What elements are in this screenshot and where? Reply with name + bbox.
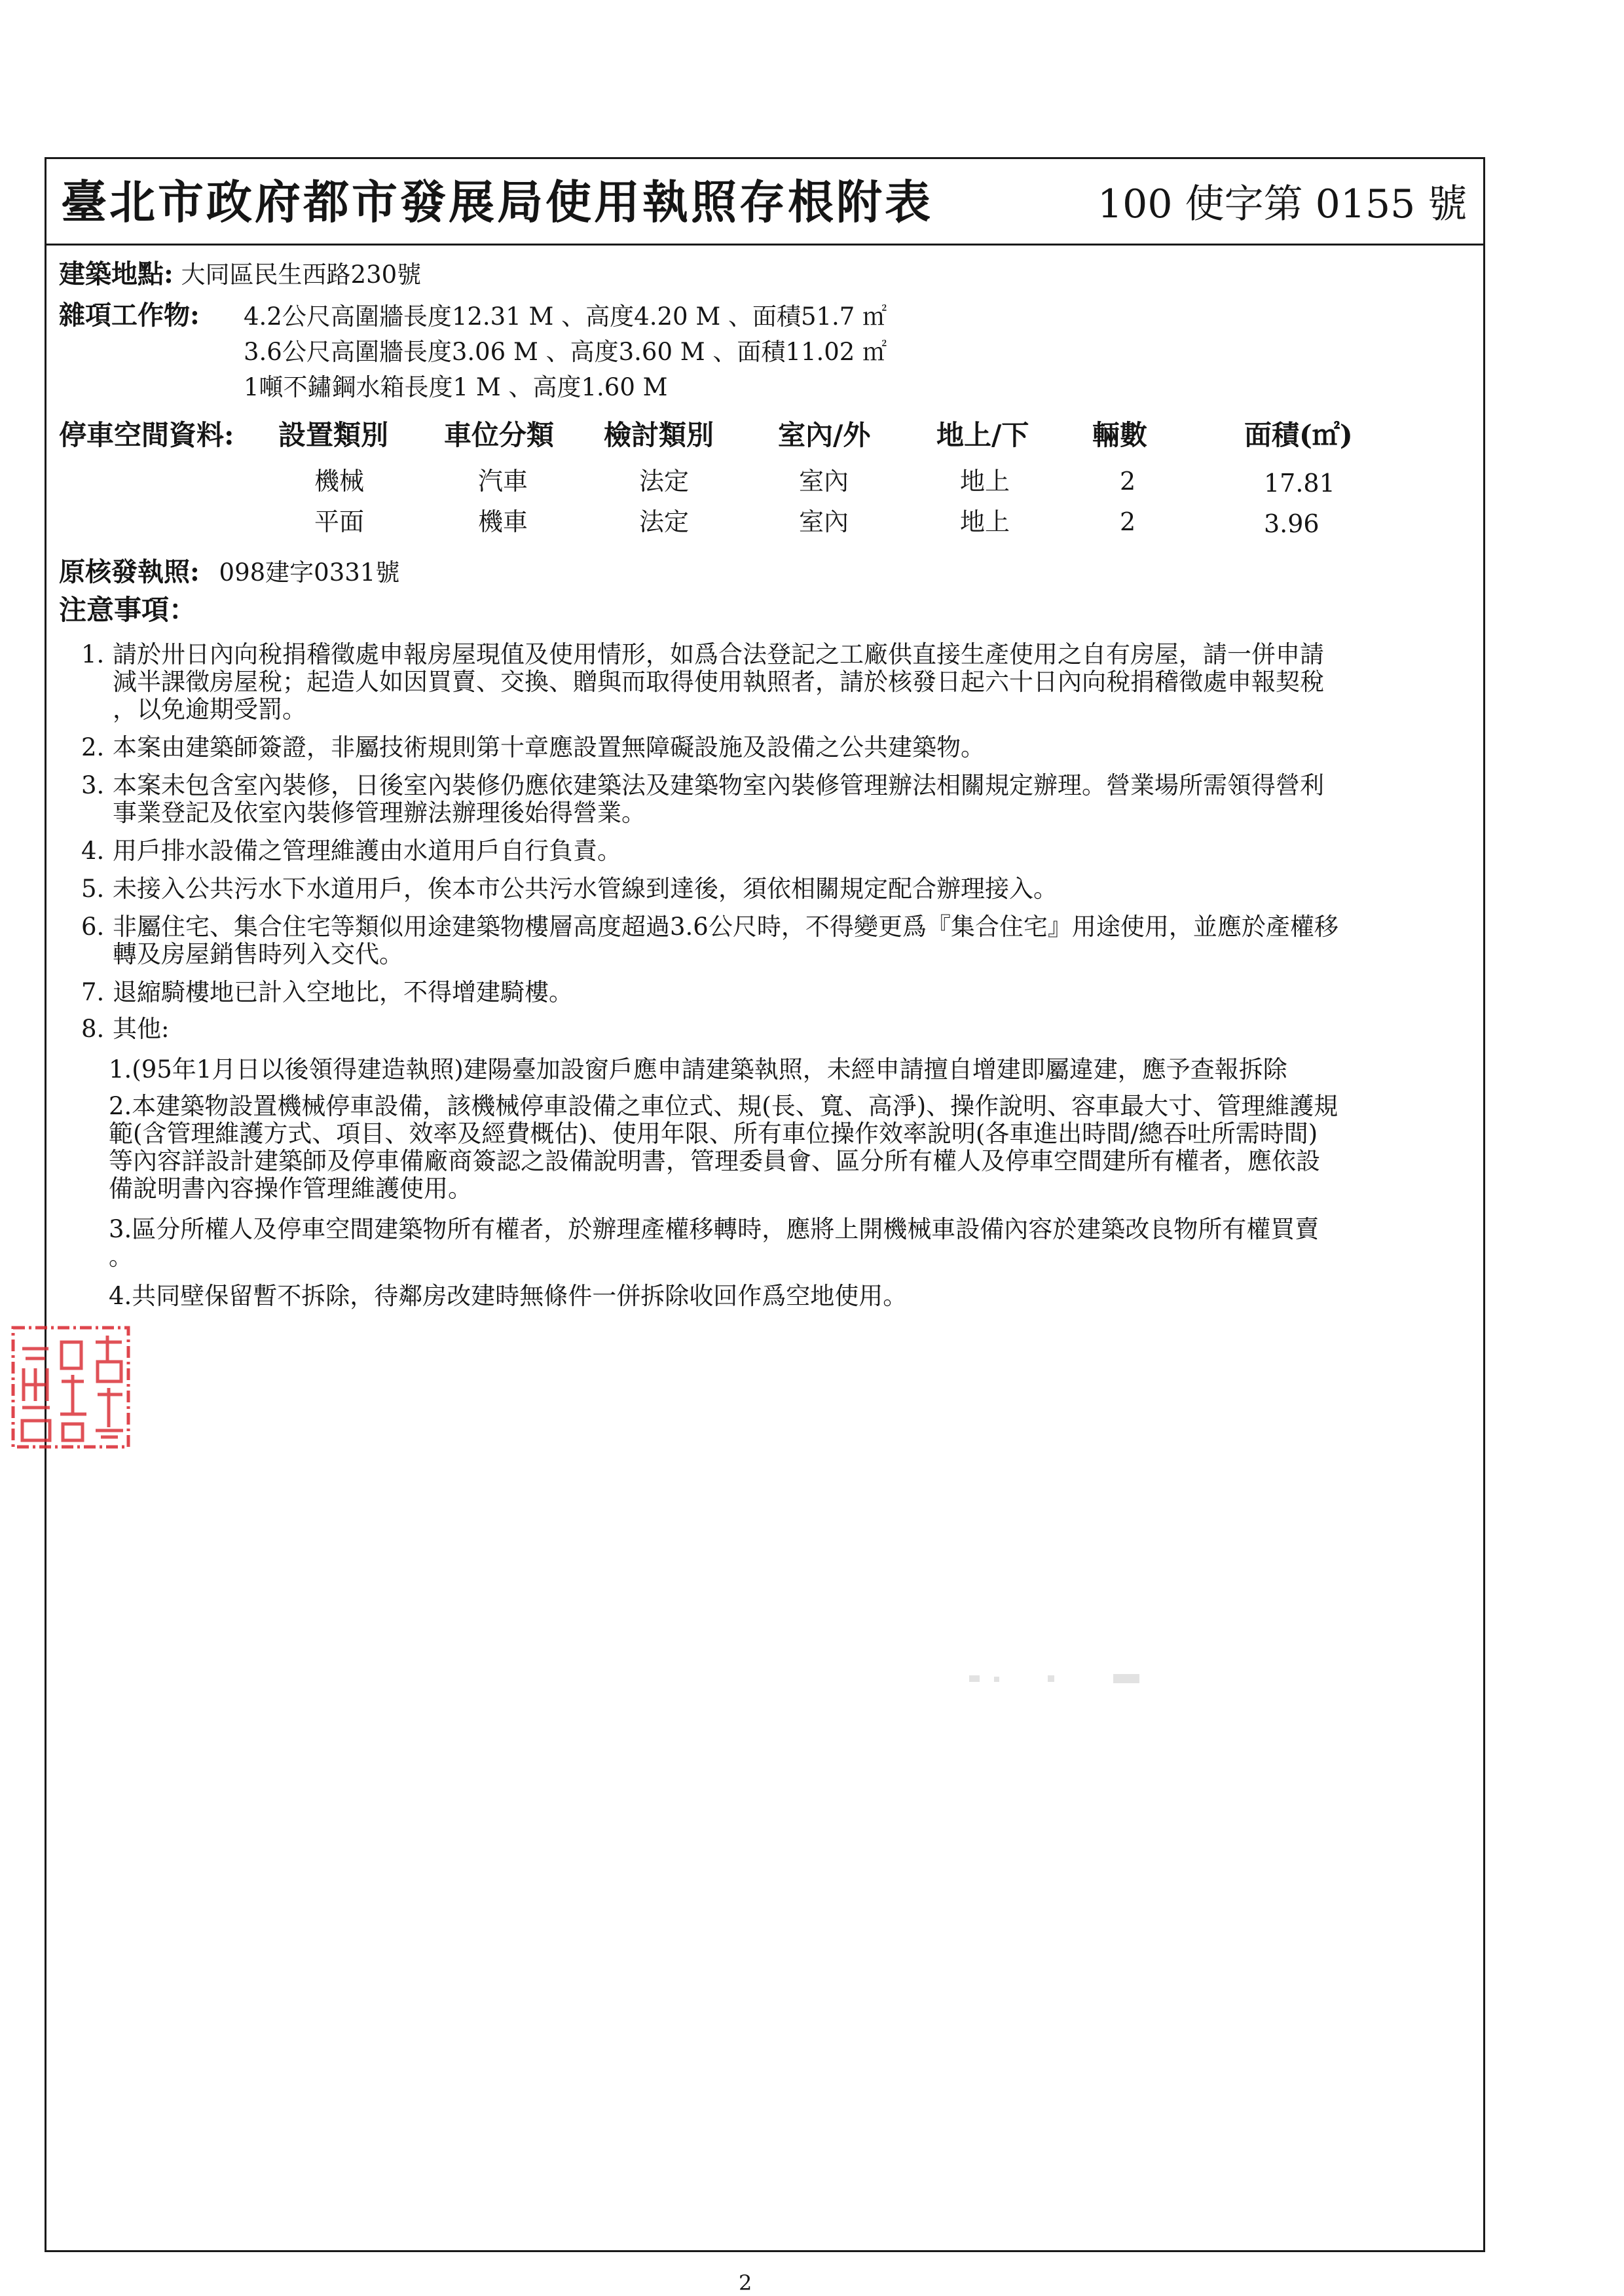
note-line: 本案未包含室內裝修，日後室內裝修仍應依建築法及建築物室內裝修管理辦法相關規定辦理。營業場所需領得營利 xyxy=(113,771,1324,799)
parking-cell: 3.96 xyxy=(1264,509,1320,538)
parking-cell: 法定 xyxy=(639,467,690,496)
note-line: 用戶排水設備之管理維護由水道用戶自行負責。 xyxy=(113,837,621,865)
note-number: 2. xyxy=(81,733,105,761)
note-line: 非屬住宅、集合住宅等類似用途建築物樓層高度超過3.6公尺時，不得變更爲『集合住宅』用途使用，並應於產權移 xyxy=(113,913,1338,941)
parking-cell: 17.81 xyxy=(1264,469,1335,498)
parking-cell: 室內 xyxy=(799,467,849,496)
parking-cell: 2 xyxy=(1120,467,1136,496)
official-seal-stamp xyxy=(9,1322,134,1453)
other-item-line: 備說明書內容操作管理維護使用。 xyxy=(109,1175,472,1203)
note-line: 事業登記及依室內裝修管理辦法辦理後始得營業。 xyxy=(113,799,646,827)
note-line: 轉及房屋銷售時列入交代。 xyxy=(113,940,403,968)
original-value: 098建字0331號 xyxy=(219,558,400,587)
works-line: 3.6公尺高圍牆長度3.06 M 、高度3.60 M 、面積11.02 ㎡ xyxy=(244,338,887,366)
parking-cell: 法定 xyxy=(639,507,690,536)
note-number: 7. xyxy=(81,978,105,1006)
parking-header: 室內/外 xyxy=(778,419,871,451)
note-number: 3. xyxy=(81,771,105,799)
page-number: 2 xyxy=(739,2270,752,2295)
note-line: 請於卅日內向稅捐稽徵處申報房屋現值及使用情形，如爲合法登記之工廠供直接生產使用之自有房屋，請一併申請 xyxy=(113,640,1324,668)
note-number: 1. xyxy=(81,640,105,668)
other-item-line: 。 xyxy=(109,1243,133,1271)
note-line: 其他: xyxy=(113,1015,170,1043)
parking-cell: 機車 xyxy=(478,507,528,536)
works-line: 1噸不鏽鋼水箱長度1 M 、高度1.60 M xyxy=(244,373,668,401)
parking-cell: 機械 xyxy=(314,467,365,496)
site-row xyxy=(59,259,421,291)
document-title: 臺北市政府都市發展局使用執照存根附表 xyxy=(61,175,933,229)
notes-label: 注意事項： xyxy=(59,594,197,626)
parking-cell: 室內 xyxy=(799,507,849,536)
site-label: 建築地點: xyxy=(59,259,174,289)
parking-cell: 平面 xyxy=(314,507,365,536)
parking-header: 地上/下 xyxy=(936,419,1029,451)
original-label: 原核發執照: xyxy=(59,556,200,587)
parking-cell: 2 xyxy=(1120,507,1136,536)
note-line: ，以免逾期受罰。 xyxy=(113,695,306,723)
parking-cell: 汽車 xyxy=(478,467,528,496)
note-number: 4. xyxy=(81,837,105,865)
site-value: 大同區民生西路230號 xyxy=(181,261,422,289)
note-line: 本案由建築師簽證，非屬技術規則第十章應設置無障礙設施及設備之公共建築物。 xyxy=(113,733,985,761)
other-item-line: 3.區分所權人及停車空間建築物所有權者，於辦理產權移轉時，應將上開機械車設備內容於建築改良物所有權買賣 xyxy=(109,1215,1320,1243)
parking-header: 車位分類 xyxy=(444,419,555,451)
parking-header: 輛數 xyxy=(1092,419,1148,451)
note-number: 5. xyxy=(81,875,105,903)
scan-smudge xyxy=(969,1673,1166,1686)
works-label: 雜項工作物: xyxy=(59,300,200,331)
parking-cell: 地上 xyxy=(960,467,1010,496)
other-item-line: 2.本建築物設置機械停車設備，該機械停車設備之車位式、規(長、寬、高淨)、操作說明、容車最大寸、管理維護規 xyxy=(109,1092,1338,1120)
parking-header: 檢討類別 xyxy=(604,419,714,451)
other-item-line: 1.(95年1月日以後領得建造執照)建陽臺加設窗戶應申請建築執照，未經申請擅自增建即屬違建，應予查報拆除 xyxy=(109,1055,1287,1084)
note-line: 減半課徵房屋稅；起造人如因買賣、交換、贈與而取得使用執照者，請於核發日起六十日內向稅捐稽徵處申報契稅 xyxy=(113,668,1324,696)
other-item-line: 4.共同壁保留暫不拆除，待鄰房改建時無條件一併拆除收回作爲空地使用。 xyxy=(109,1282,908,1310)
note-number: 8. xyxy=(81,1015,105,1043)
permit-number: 100 使字第 0155 號 xyxy=(1098,181,1467,227)
note-line: 退縮騎樓地已計入空地比，不得增建騎樓。 xyxy=(113,978,573,1006)
parking-header: 面積(㎡) xyxy=(1244,419,1353,451)
note-number: 6. xyxy=(81,913,105,941)
parking-cell: 地上 xyxy=(960,507,1010,536)
other-item-line: 範(含管理維護方式、項目、效率及經費概估)、使用年限、所有車位操作效率說明(各車進出時間/總吞吐所需時間) xyxy=(109,1120,1318,1148)
note-line: 未接入公共污水下水道用戶，俟本市公共污水管線到達後，須依相關規定配合辦理接入。 xyxy=(113,875,1058,903)
original-permit-row xyxy=(59,556,399,589)
works-line: 4.2公尺高圍牆長度12.31 M 、高度4.20 M 、面積51.7 ㎡ xyxy=(244,302,887,331)
parking-label: 停車空間資料: xyxy=(59,419,234,451)
other-item-line: 等內容詳設計建築師及停車備廠商簽認之設備說明書，管理委員會、區分所有權人及停車空間建所有權者，應依設 xyxy=(109,1147,1320,1175)
title-bar xyxy=(46,159,1483,246)
parking-header: 設置類別 xyxy=(278,419,389,451)
